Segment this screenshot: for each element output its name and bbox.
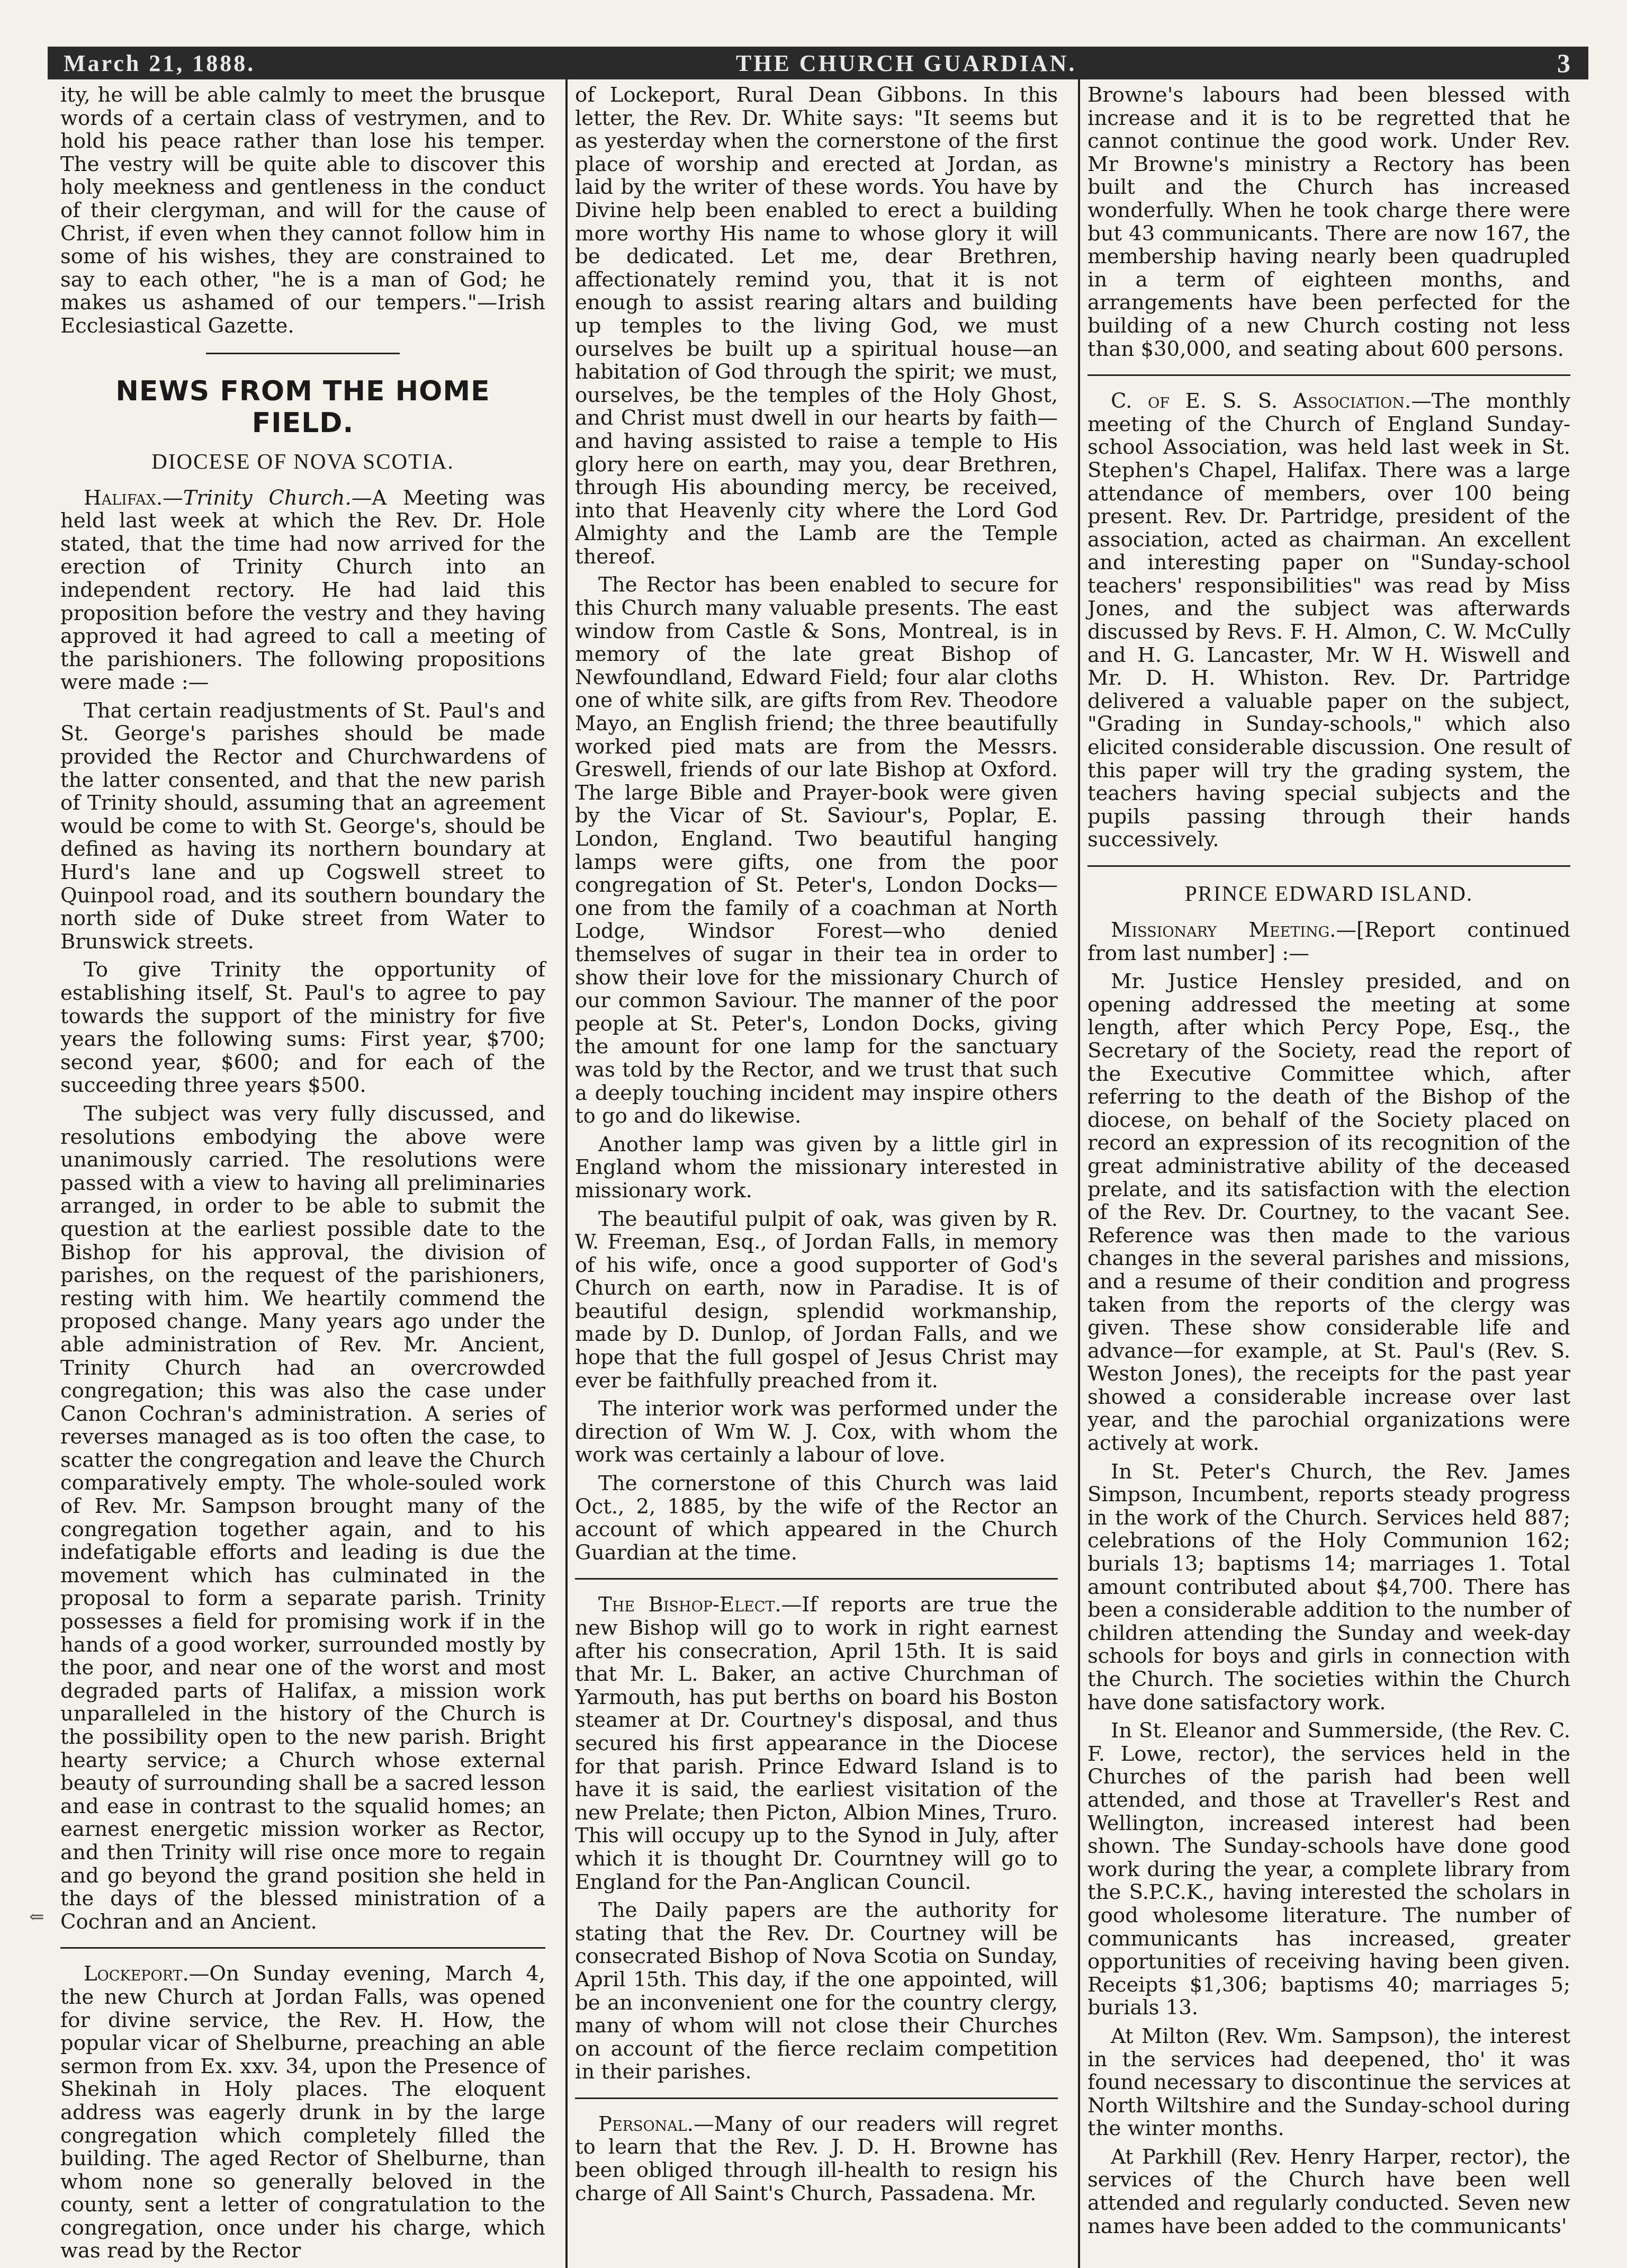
section-headline: NEWS FROM THE HOME FIELD.: [115, 375, 490, 439]
paragraph: In St. Peter's Church, the Rev. James Simpson, Incumbent, reports steady progress in the work of the Church. Services held 887; celebrations of the Holy Communion 162; burials 13; baptisms 14; marriages 1. Total amount contributed about $4,700. There has been a considerable addition to the number of children attending the Sunday and week-day schools for boys and girls in connection with the Church. The societies within the Church have done satisfactory work.: [1087, 1459, 1570, 1715]
article-columns: [53, 79, 1578, 2263]
paragraph: At Milton (Rev. Wm. Sampson), the interest in the services had deepened, tho' it was found necessary to discontinue the services at North Wiltshire and the Sunday-school during the winter months.: [1087, 2024, 1570, 2141]
paragraph: [60, 487, 545, 694]
paragraph: The Rector has been enabled to secure for this Church many valuable presents. The east window from Castle & Sons, Montreal, is in memory of the late great Bishop of Newfoundland, Edward Field; four alar cloths one of white silk, are gifts from Rev. Theodore Mayo, an English friend; the three beautifully worked pied mats are from the Messrs. Greswell, friends of our late Bishop at Oxford. The large Bible and Prayer-book were given by the Vicar of St. Saviour's, Poplar, E. London, England. Two beautiful hanging lamps were gifts, one from the poor congregation of St. Peter's, London Docks—one from the family of a coachman at North Lodge, Windsor Forest—who denied themselves of sugar in their tea in order to show their love for the missionary Church of our common Saviour. The manner of the poor people at St. Peter's, London Docks, giving the amount for one lamp for the sanctuary was told by the Rector, and we trust that such a deeply touching incident may inspire others to go and do likewise.: [575, 573, 1058, 1128]
paragraph: Browne's labours had been blessed with increase and it is to be regretted that he cannot continue the good work. Under Rev. Mr Browne's ministry a Rectory has been built and the Church has increased wonderfully. When he took charge there were but 43 communicants. There are now 167, the membership having nearly been quadrupled in a term of eighteen months, and arrangements have been perfected for the building of a new Church costing not less than $30,000, and seating about 600 persons.: [1087, 83, 1570, 361]
masthead-date: March 21, 1888.: [64, 50, 256, 76]
paragraph: [575, 1593, 1058, 1894]
paragraph: The interior work was performed under the direction of Wm W. J. Cox, with whom the work was certainly a labour of love.: [575, 1397, 1058, 1467]
diocese-heading: DIOCESE OF NOVA SCOTIA.: [151, 449, 454, 473]
paragraph: [1087, 919, 1570, 965]
paragraph: In St. Eleanor and Summerside, (the Rev. C. F. Lowe, rector), the services held in the Churches of the parish had been well attended, and those at Traveller's Rest and Wellington, increased interest had been shown. The Sunday-schools have done good work during the year, a complete library from the S.P.C.K., having interested the scholars in good wholesome literature. The number of communicants has increased, greater opportunities of receiving having been given. Receipts $1,306; baptisms 40; marriages 5; burials 13.: [1087, 1719, 1570, 2020]
masthead: [48, 47, 1588, 79]
paragraph-lead: Missionary Meeting.: [1111, 918, 1336, 942]
paragraph: [60, 1962, 545, 2263]
paragraph: The subject was very fully discussed, and resolutions embodying the above were unanimously carried. The resolutions were passed with a view to having all preliminaries arranged, in order to be able to submit the question at the earliest possible date to the Bishop for his approval, the division of parishes, on the request of the parishioners, resting with him. We heartily commend the proposed change. Many years ago under the able administration of Rev. Mr. Ancient, Trinity Church had an overcrowded congregation; this was also the case under Canon Cochran's administration. A series of reverses managed as is too often the case, to scatter the congregation and leave the Church comparatively empty. The whole-souled work of Rev. Mr. Sampson brought many of the congregation together again, and to his indefatigable efforts and leading is due the movement which has culminated in the proposal to form a separate parish. Trinity possesses a field for promising work if in the hands of a good worker, surrounded mostly by the poor, and near one of the worst and most degraded parts of Halifax, a mission work unparalleled in the history of the Church is the possibility open to the new parish. Bright hearty service; a Church whose external beauty of surrounding shall be a sacred lesson and ease in contrast to the squalid homes; an earnest energetic mission worker as Rector, and then Trinity will rise once more to regain and go beyond the grand position she held in the days of the blessed ministration of a Cochran and an Ancient.: [60, 1101, 545, 1934]
region-heading: PRINCE EDWARD ISLAND.: [1184, 881, 1473, 906]
paragraph-lead: Personal.: [598, 2112, 694, 2136]
paragraph: [1087, 390, 1570, 851]
paragraph: ity, he will be able calmly to meet the brusque words of a certain class of vestrymen, and to hold his peace rather than lose his temper. The vestry will be quite able to discover this holy meekness and gentleness in the conduct of their clergyman, and will for the cause of Christ, if even when they cannot follow him in some of his wishes, they are constrained to say to each other, "he is a man of God; he makes us ashamed of our tempers."—Irish Ecclesiastical Gazette.: [60, 83, 545, 338]
column-2: [565, 79, 1065, 2268]
paragraph: That certain readjustments of St. Paul's and St. George's parishes should be made provided the Rector and Churchwardens of the latter consented, and that the new parish of Trinity should, assuming that an agreement would be come to with St. George's, should be defined as having its northern boundary at Hurd's lane and up Cogswell street to Quinpool road, and its southern boundary the north side of Duke street from Water to Brunswick streets.: [60, 698, 545, 954]
page-number: 3: [1557, 48, 1572, 78]
paragraph-body: —The monthly meeting of the Church of England Sunday-school Association, was held last week in St. Stephen's Chapel, Halifax. There was a large attendance of members, over 100 being present. Rev. Dr. Partridge, president of the association, acted as chairman. An excellent and interesting paper on "Sunday-school teachers' responsibilities" was read by Miss Jones, and the subject was afterwards discussed by Revs. F. H. Almon, C. W. McCully and H. G. Lancaster, Mr. W H. Wiswell and Mr. D. H. Whiston. Rev. Dr. Partridge delivered a valuable paper on the subject, "Grading in Sunday-schools," which also elicited considerable discussion. One result of this paper will try the grading system, the teachers having special subjects and the pupils passing through their hands successively.: [1087, 389, 1571, 852]
paragraph: The Daily papers are the authority for stating that the Rev. Dr. Courtney will be consecrated Bishop of Nova Scotia on Sunday, April 15th. This day, if the one appointed, will be an inconvenient one for the country clergy, many of whom will not close their Churches on account of the fierce reclaim competition in their parishes.: [575, 1898, 1058, 2084]
divider: [575, 2097, 1058, 2099]
divider: [1087, 374, 1570, 376]
paragraph-lead: Halifax.—: [84, 486, 183, 510]
paragraph: Mr. Justice Hensley presided, and on opening addressed the meeting at some length, after which Percy Pope, Esq., the Secretary of the Society, read the report of the Executive Committee which, after referring to the death of the Bishop of the diocese, on behalf of the Society placed on record an expression of its recognition of the great administrative ability of the deceased prelate, and its satisfaction with the election of the Rev. Dr. Courtney, to the vacant See. Reference was then made to the various changes in the several parishes and missions, and a resume of their condition and progress taken from the reports of the clergy was given. These show considerable life and advance—for example, at St. Paul's (Rev. S. Weston Jones), the receipts for the past year showed a considerable increase over last year, and the parochial organizations were actively at work.: [1087, 970, 1570, 1456]
masthead-title: THE CHURCH GUARDIAN.: [735, 50, 1077, 76]
paragraph-body: —If reports are true the new Bishop will go to work in right earnest after his consecration, April 15th. It is said that Mr. L. Baker, an active Churchman of Yarmouth, has put berths on board his Boston steamer at Dr. Courtney's disposal, and thus secured his first appearance in the Diocese for that parish. Prince Edward Island is to have it is said, the earliest visitation of the new Prelate; then Picton, Albion Mines, Truro. This will occupy up to the Synod in July, after which it is thought Dr. Courntney will go to England for the Pan-Anglican Council.: [575, 1593, 1058, 1894]
paragraph: The beautiful pulpit of oak, was given by R. W. Freeman, Esq., of Jordan Falls, in memory of his wife, once a good supporter of God's Church on earth, now in Paradise. It is of beautiful design, splendid workmanship, made by D. Dunlop, of Jordan Falls, and we hope that the full gospel of Jesus Christ may ever be faithfully preached from it.: [575, 1207, 1058, 1393]
column-1: [53, 79, 553, 2268]
divider: [1087, 865, 1570, 867]
paragraph-title: Trinity Church.: [183, 486, 352, 510]
paragraph-lead: The Bishop-Elect.: [598, 1593, 781, 1617]
margin-mark-icon: ⇐: [29, 1906, 44, 1928]
divider: [60, 1947, 545, 1949]
divider: [206, 353, 400, 354]
column-3: [1078, 79, 1578, 2268]
paragraph: To give Trinity the opportunity of establishing itself, St. Paul's to agree to pay towards the support of the ministry for five years the following sums: First year, $700; second year, $600; and for each of the succeeding three years $500.: [60, 958, 545, 1098]
paragraph: Another lamp was given by a little girl in England whom the missionary interested in missionary work.: [575, 1132, 1058, 1203]
divider: [575, 1578, 1058, 1580]
paragraph-lead: Lockeport.: [84, 1962, 189, 1986]
paragraph-body: —A Meeting was held last week at which the Rev. Dr. Hole stated, that the time had now arrived for the erection of Trinity Church into an independent rectory. He had laid this proposition before the vestry and they having approved it had agreed to call a meeting of the parishioners. The following propositions were made :—: [60, 486, 545, 695]
paragraph: of Lockeport, Rural Dean Gibbons. In this letter, the Rev. Dr. White says: "It seems but as yesterday when the cornerstone of the first place of worship and erected at Jordan, as laid by the writer of these words. You have by Divine help been enabled to erect a building more worthy His name to whose glory it will be dedicated. Let me, dear Brethren, affectionately remind you, that it is not enough to assist rearing altars and building up temples to the living God, we must ourselves be built up a spiritual house—an habitation of God through the spirit; we must, ourselves, be the temples of the Holy Ghost, and Christ must dwell in our hearts by faith—and having assisted to raise a temple to His glory here on earth, may you, dear Brethren, through His abounding mercy, be received, into that Heavenly city where the Lord God Almighty and the Lamb are the Temple thereof.: [575, 83, 1058, 569]
paragraph: [575, 2113, 1058, 2205]
paragraph-body: —On Sunday evening, March 4, the new Church at Jordan Falls, was opened for divine service, the Rev. H. How, the popular vicar of Shelburne, preaching an able sermon from Ex. xxv. 34, upon the Presence of Shekinah in Holy places. The eloquent address was eagerly drunk in by the large congregation which completely filled the building. The aged Rector of Shelburne, than whom none so generally beloved in the county, sent a letter of congratulation to the congregation, once under his charge, which was read by the Rector: [60, 1962, 545, 2263]
paragraph-body: —Many of our readers will regret to learn that the Rev. J. D. H. Browne has been obliged through ill-health to resign his charge of All Saint's Church, Passadena. Mr.: [575, 2112, 1058, 2206]
paragraph: At Parkhill (Rev. Henry Harper, rector), the services of the Church have been well attended and regularly conducted. Seven new names have been added to the communicants': [1087, 2145, 1570, 2238]
paragraph-lead: C. of E. S. S. Association.: [1111, 389, 1412, 414]
paragraph: The cornerstone of this Church was laid Oct., 2, 1885, by the wife of the Rector an account of which appeared in the Church Guardian at the time.: [575, 1472, 1058, 1565]
paragraph-body: —[Report continued from last number] :—: [1087, 918, 1570, 965]
